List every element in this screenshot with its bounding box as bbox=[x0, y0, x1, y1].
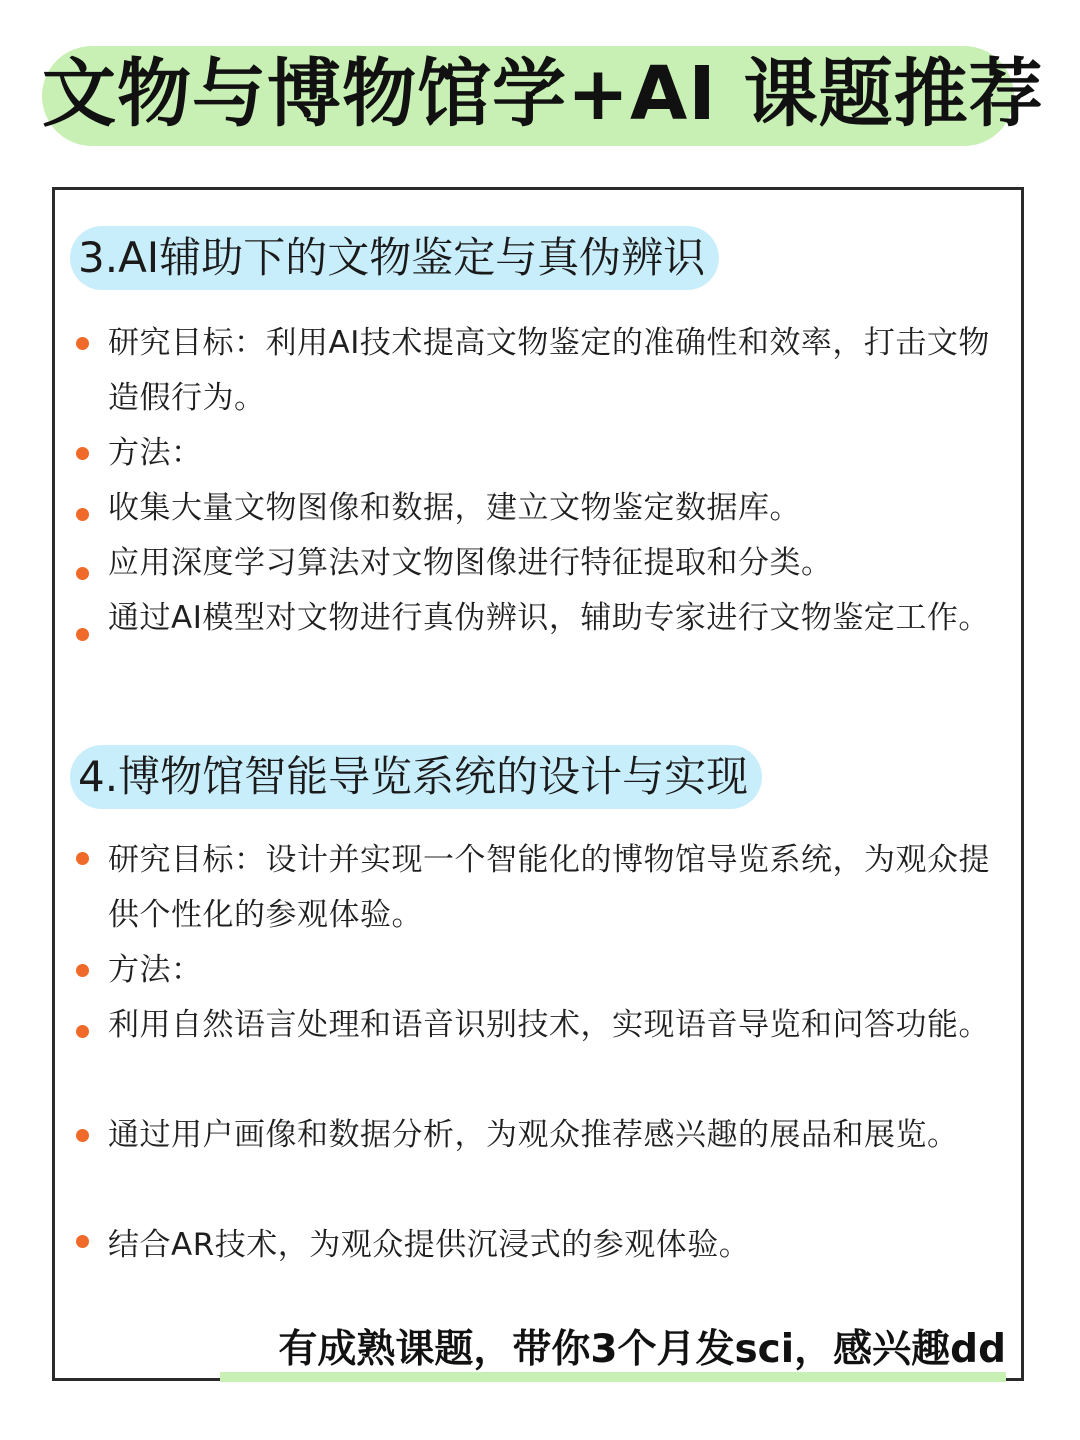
section-heading-ai-authentication: 3.AI辅助下的文物鉴定与真伪辨识 bbox=[70, 226, 719, 290]
list-item-text: 方法： bbox=[108, 952, 203, 988]
footer-text: 有成熟课题，带你3个月发sci，感兴趣dd bbox=[278, 1327, 1006, 1372]
bullet-dot-icon bbox=[76, 628, 89, 641]
page-title: 文物与博物馆学+AI 课题推荐 bbox=[42, 51, 1044, 137]
list-item-text: 通过用户画像和数据分析，为观众推荐感兴趣的展品和展览。 bbox=[108, 1117, 959, 1153]
title-banner bbox=[42, 40, 1044, 148]
bullet-dot-icon bbox=[76, 447, 89, 460]
bullet-dot-icon bbox=[76, 508, 89, 521]
list-item-text: 收集大量文物图像和数据，建立文物鉴定数据库。 bbox=[108, 490, 801, 526]
list-item-text: 应用深度学习算法对文物图像进行特征提取和分类。 bbox=[108, 545, 833, 581]
bullet-dot-icon bbox=[76, 337, 89, 350]
list-item-text: 研究目标：利用AI技术提高文物鉴定的准确性和效率，打击文物造假行为。 bbox=[108, 325, 990, 416]
bullet-dot-icon bbox=[76, 567, 89, 580]
section-heading-smart-guide: 4.博物馆智能导览系统的设计与实现 bbox=[70, 745, 762, 809]
bullet-dot-icon bbox=[76, 1025, 89, 1038]
bullet-dot-icon bbox=[76, 852, 89, 865]
bullet-dot-icon bbox=[76, 1129, 89, 1142]
list-item-text: 结合AR技术，为观众提供沉浸式的参观体验。 bbox=[108, 1227, 751, 1263]
bullet-dot-icon bbox=[76, 964, 89, 977]
list-item-text: 利用自然语言处理和语音识别技术，实现语音导览和问答功能。 bbox=[108, 1007, 990, 1043]
list-item-text: 通过AI模型对文物进行真伪辨识，辅助专家进行文物鉴定工作。 bbox=[108, 600, 990, 636]
list-item-text: 研究目标：设计并实现一个智能化的博物馆导览系统，为观众提供个性化的参观体验。 bbox=[108, 842, 990, 933]
bullet-dot-icon bbox=[76, 1235, 89, 1248]
list-item-text: 方法： bbox=[108, 435, 203, 471]
footer-callout bbox=[220, 1322, 1006, 1382]
